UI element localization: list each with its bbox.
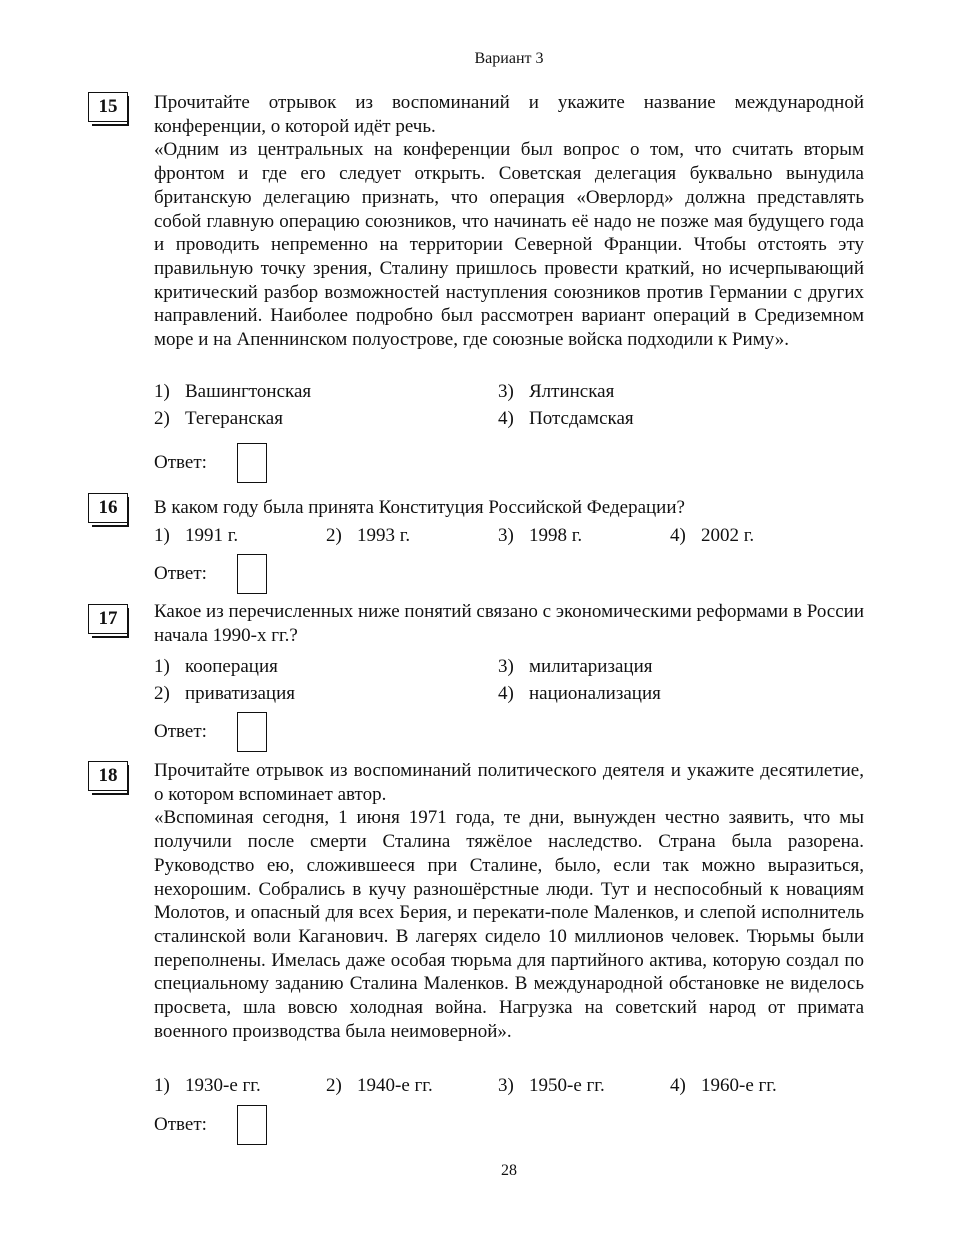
question-16-option-3: 3) 1998 г.	[498, 525, 583, 546]
question-15-answer	[154, 441, 267, 485]
answer-label: Ответ:	[154, 563, 207, 584]
question-18-options	[154, 1074, 874, 1097]
question-18-option-1: 1) 1930-е гг.	[154, 1075, 261, 1096]
question-18-answer	[154, 1103, 267, 1147]
question-15-excerpt: «Одним из центральных на конференции был вопрос о том, что считать вторым фронтом и где его следует открыть. Советская делегация буквально вынудила британскую делегацию признать, что операция «Оверлорд» должна представлять собой главную операцию союзников, что начинать её надо не позже мая будущего года и проводить непременно на территории Северной Франции. Чтобы отстоять эту правильную точку зрения, Сталину пришлось провести краткий, но исчерпывающий критический разбор возможностей наступления союзников против Германии с других направлений. Наиболее подробно был рассмотрен вариант операций в Средиземном море и на Апеннинском полуострове, где союзные войска подходили к Риму».	[154, 139, 864, 351]
question-17-prompt: Какое из перечисленных ниже понятий связано с экономическими реформами в России начала 1990-х гг.?	[154, 601, 864, 646]
answer-label: Ответ:	[154, 1114, 207, 1135]
answer-label: Ответ:	[154, 452, 207, 473]
question-15-text	[154, 91, 864, 352]
question-number-18: 18	[88, 761, 128, 791]
question-number-15: 15	[88, 92, 128, 122]
question-16-prompt: В каком году была принята Конституция Российской Федерации?	[154, 497, 685, 518]
question-18-option-2: 2) 1940-е гг.	[326, 1075, 433, 1096]
page-number: 28	[501, 1162, 517, 1179]
question-16-answer	[154, 552, 267, 596]
question-15-option-1: 1) Вашингтонская	[154, 381, 312, 402]
question-16-options	[154, 524, 874, 547]
question-15-option-3: 3) Ялтинская	[498, 381, 615, 402]
question-number-16: 16	[88, 493, 128, 523]
question-17-answer-box[interactable]	[237, 712, 267, 752]
question-16-option-2: 2) 1993 г.	[326, 525, 411, 546]
question-16-text	[154, 496, 864, 520]
question-15-prompt: Прочитайте отрывок из воспоминаний и укажите название международной конференции, о которой идёт речь.	[154, 92, 864, 137]
question-17-option-4: 4) национализация	[498, 683, 661, 704]
question-16-option-1: 1) 1991 г.	[154, 525, 239, 546]
question-number-17: 17	[88, 604, 128, 634]
question-16-option-4: 4) 2002 г.	[670, 525, 755, 546]
question-17-answer	[154, 710, 267, 754]
question-18-excerpt: «Вспоминая сегодня, 1 июня 1971 года, те дни, вынужден честно заявить, что мы получили после смерти Сталина тяжёлое наследство. Страна была разорена. Руководство ею, сложившееся при Сталине, было, если так можно выразиться, нехорошим. Собрались в кучу разношёрстные люди. Тут и неспособный к новациям Молотов, и опасный для всех Берия, и перекати-поле Маленков, и слепой исполнитель сталинской воли Каганович. В лагерях сидело 10 миллионов человек. Тюрьмы были переполнены. Имелась даже особая тюрьма для партийного актива, которую создал по специальному заданию Сталина Маленков. В международной обстановке не виделось просвета, шла вовсю холодная война. Нагрузка на советский народ от примата военного производства была неимоверной».	[154, 807, 864, 1042]
question-18-option-3: 3) 1950-е гг.	[498, 1075, 605, 1096]
question-18-answer-box[interactable]	[237, 1105, 267, 1145]
question-17-text	[154, 600, 864, 647]
question-17-option-3: 3) милитаризация	[498, 656, 653, 677]
question-15-option-4: 4) Потсдамская	[498, 408, 634, 429]
question-15-answer-box[interactable]	[237, 443, 267, 483]
question-17-options	[154, 655, 874, 705]
page-header: Вариант 3	[474, 50, 544, 67]
question-18-text	[154, 759, 864, 1043]
question-17-option-1: 1) кооперация	[154, 656, 278, 677]
question-17-option-2: 2) приватизация	[154, 683, 295, 704]
answer-label: Ответ:	[154, 721, 207, 742]
question-18-option-4: 4) 1960-е гг.	[670, 1075, 777, 1096]
question-15-option-2: 2) Тегеранская	[154, 408, 283, 429]
question-18-prompt: Прочитайте отрывок из воспоминаний политического деятеля и укажите десятилетие, о котором вспоминает автор.	[154, 760, 864, 805]
question-15-options	[154, 380, 874, 430]
question-16-answer-box[interactable]	[237, 554, 267, 594]
